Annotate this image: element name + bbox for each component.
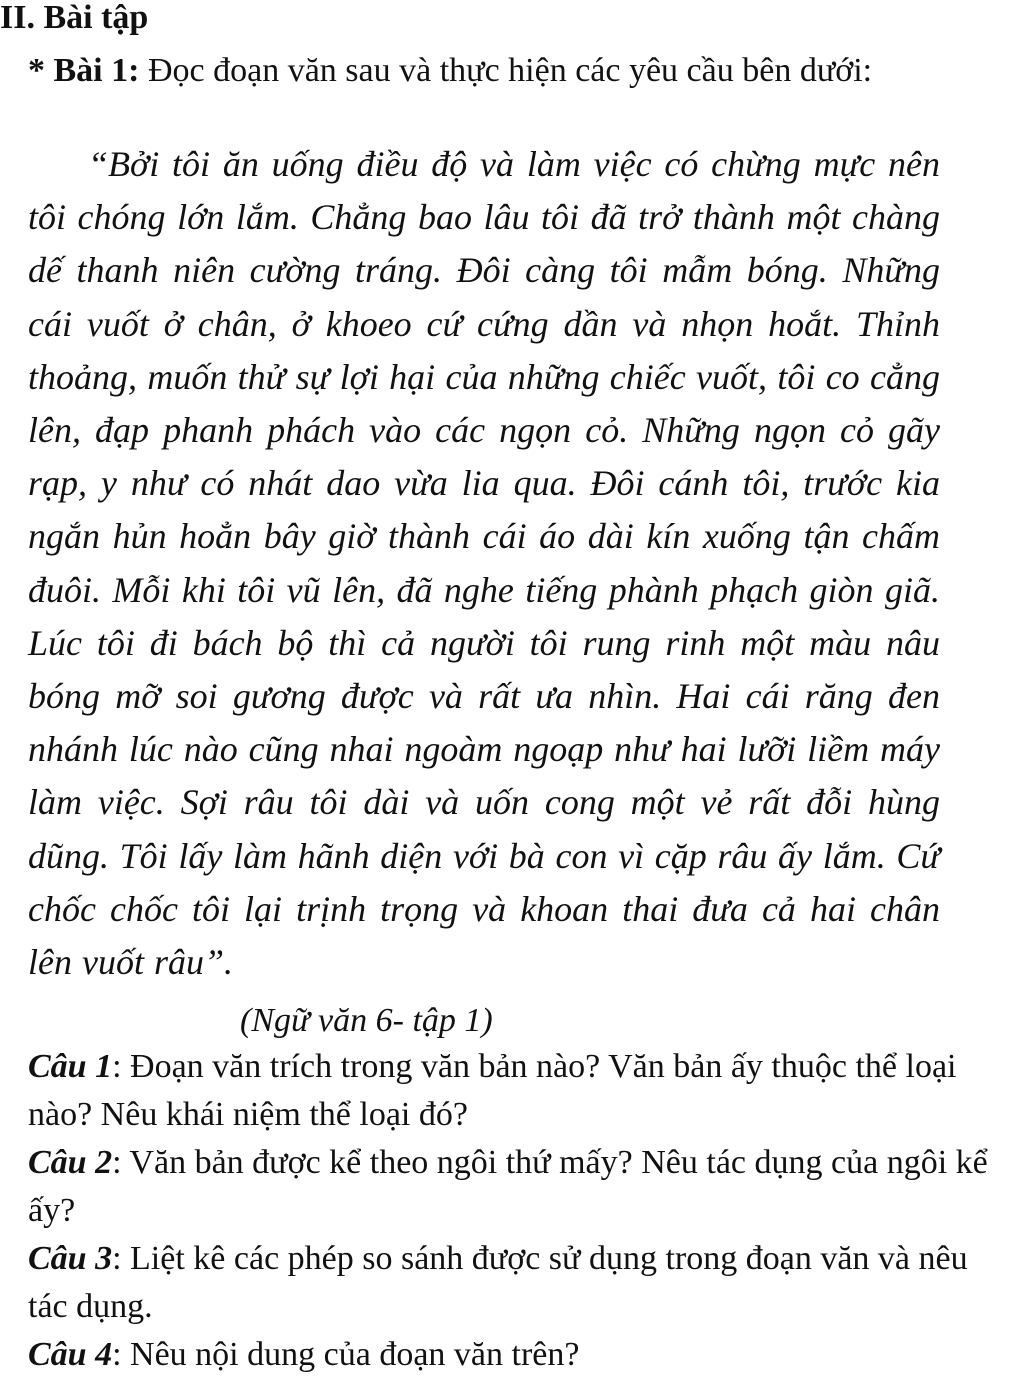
question-label: Câu 1: [28, 1048, 113, 1085]
question-label: Câu 3: [28, 1240, 113, 1277]
exercise-label: * Bài 1:: [28, 52, 140, 89]
question-label: Câu 2: [28, 1144, 113, 1181]
exercise-instruction: Đọc đoạn văn sau và thực hiện các yêu cầu bên dưới:: [147, 52, 873, 89]
source-citation: (Ngữ văn 6- tập 1): [240, 1002, 493, 1039]
passage-text: “Bởi tôi ăn uống điều độ và làm việc có chừng mực nên tôi chóng lớn lắm. Chẳng bao lâu tôi đã trở thành một chàng dế thanh niên cường tráng. Đôi càng tôi mẫm bóng. Những cái vuốt ở chân, ở khoeo cứ cứng dần và nhọn hoắt. Thỉnh thoảng, muốn thử sự lợi hại của những chiếc vuốt, tôi co cẳng lên, đạp phanh phách vào các ngọn cỏ. Những ngọn cỏ gãy rạp, y như có nhát dao vừa lia qua. Đôi cánh tôi, trước kia ngắn hủn hoẳn bây giờ thành cái áo dài kín xuống tận chấm đuôi. Mỗi khi tôi vũ lên, đã nghe tiếng phành phạch giòn giã. Lúc tôi đi bách bộ thì cả người tôi rung rinh một màu nâu bóng mỡ soi gương được và rất ưa nhìn. Hai cái răng đen nhánh lúc nào cũng nhai ngoàm ngoạp như hai lưỡi liềm máy làm việc. Sợi râu tôi dài và uốn cong một vẻ rất đỗi hùng dũng. Tôi lấy làm hãnh diện với bà con vì cặp râu ấy lắm. Cứ chốc chốc tôi lại trịnh trọng và khoan thai đưa cả hai chân lên vuốt râu”.: [28, 144, 940, 983]
question-text: : Văn bản được kể theo ngôi thứ mấy? Nêu tác dụng của ngôi kể ấy?: [28, 1144, 988, 1229]
question-3: [28, 1235, 998, 1331]
exercise-heading: [28, 46, 1008, 96]
question-4: [28, 1331, 998, 1379]
section-title: II. Bài tập: [0, 0, 149, 36]
question-label: Câu 4: [28, 1336, 113, 1373]
question-2: [28, 1139, 998, 1235]
question-list: [28, 1043, 998, 1379]
question-text: : Đoạn văn trích trong văn bản nào? Văn bản ấy thuộc thể loại nào? Nêu khái niệm thể loại đó?: [28, 1048, 957, 1133]
question-text: : Nêu nội dung của đoạn văn trên?: [112, 1336, 580, 1373]
question-1: [28, 1043, 998, 1139]
question-text: : Liệt kê các phép so sánh được sử dụng trong đoạn văn và nêu tác dụng.: [28, 1240, 968, 1325]
